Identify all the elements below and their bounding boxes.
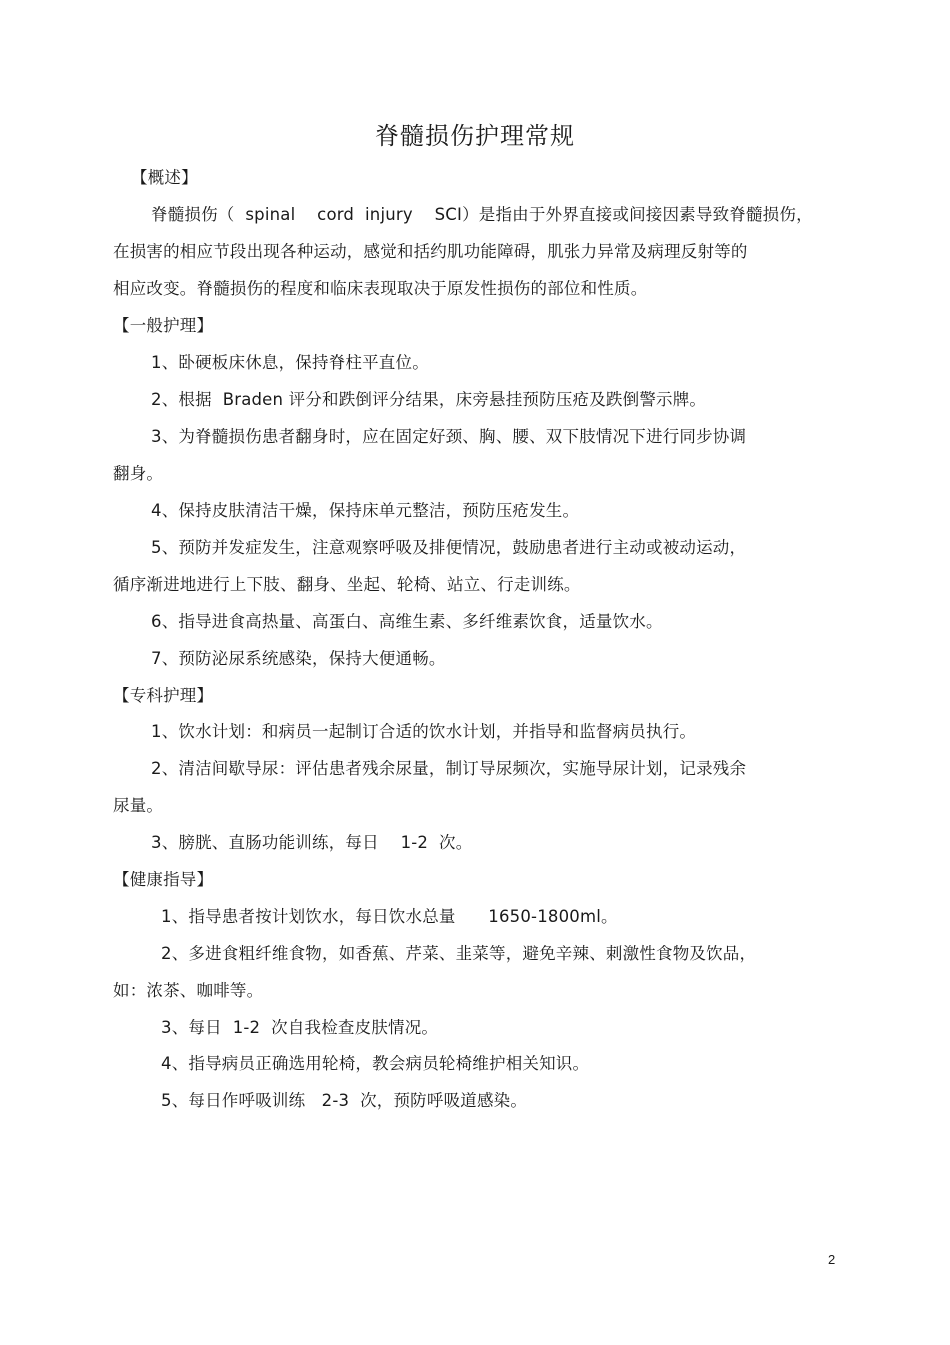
- special-care-item-3: 3、膀胱、直肠功能训练，每日 1-2 次。: [151, 833, 473, 852]
- document-title: 脊髓损伤护理常规: [375, 122, 575, 150]
- health-guidance-item-3: 3、每日 1-2 次自我检查皮肤情况。: [161, 1018, 439, 1037]
- health-guidance-item-1: 1、指导患者按计划饮水，每日饮水总量 1650-1800ml。: [161, 907, 618, 926]
- general-care-item-5: 5、预防并发症发生，注意观察呼吸及排便情况，鼓励患者进行主动或被动运动，: [151, 538, 747, 557]
- special-care-item-2: 2、清洁间歇导尿：评估患者残余尿量，制订导尿频次，实施导尿计划，记录残余: [151, 759, 747, 778]
- health-guidance-item-4: 4、指导病员正确选用轮椅，教会病员轮椅维护相关知识。: [161, 1054, 590, 1073]
- general-care-item-1: 1、卧硬板床休息，保持脊柱平直位。: [151, 353, 429, 372]
- general-care-item-3-continued: 翻身。: [113, 464, 164, 483]
- general-care-item-7: 7、预防泌尿系统感染，保持大便通畅。: [151, 649, 446, 668]
- health-guidance-item-2-continued: 如：浓茶、咖啡等。: [113, 981, 264, 1000]
- overview-line-1: 脊髓损伤（ spinal cord injury SCI）是指由于外界直接或间接因素导致脊髓损伤，: [151, 205, 813, 224]
- special-care-item-2-continued: 尿量。: [113, 796, 164, 815]
- section-heading-health-guidance: 【健康指导】: [113, 870, 214, 889]
- general-care-item-6: 6、指导进食高热量、高蛋白、高维生素、多纤维素饮食，适量饮水。: [151, 612, 663, 631]
- health-guidance-item-2: 2、多进食粗纤维食物，如香蕉、芹菜、韭菜等，避免辛辣、刺激性食物及饮品，: [161, 944, 757, 963]
- general-care-item-3: 3、为脊髓损伤患者翻身时，应在固定好颈、胸、腰、双下肢情况下进行同步协调: [151, 427, 747, 446]
- general-care-item-2: 2、根据 Braden 评分和跌倒评分结果，床旁悬挂预防压疮及跌倒警示牌。: [151, 390, 707, 409]
- section-heading-overview: 【概述】: [131, 168, 198, 187]
- section-heading-general-care: 【一般护理】: [113, 316, 214, 335]
- page-number: 2: [828, 1252, 836, 1267]
- general-care-item-4: 4、保持皮肤清洁干燥，保持床单元整洁，预防压疮发生。: [151, 501, 580, 520]
- section-heading-special-care: 【专科护理】: [113, 686, 214, 705]
- health-guidance-item-5: 5、每日作呼吸训练 2-3 次，预防呼吸道感染。: [161, 1091, 528, 1110]
- special-care-item-1: 1、饮水计划：和病员一起制订合适的饮水计划，并指导和监督病员执行。: [151, 722, 697, 741]
- general-care-item-5-continued: 循序渐进地进行上下肢、翻身、坐起、轮椅、站立、行走训练。: [113, 575, 581, 594]
- overview-line-2: 在损害的相应节段出现各种运动，感觉和括约肌功能障碍，肌张力异常及病理反射等的: [113, 242, 748, 261]
- overview-line-3: 相应改变。脊髓损伤的程度和临床表现取决于原发性损伤的部位和性质。: [113, 279, 648, 298]
